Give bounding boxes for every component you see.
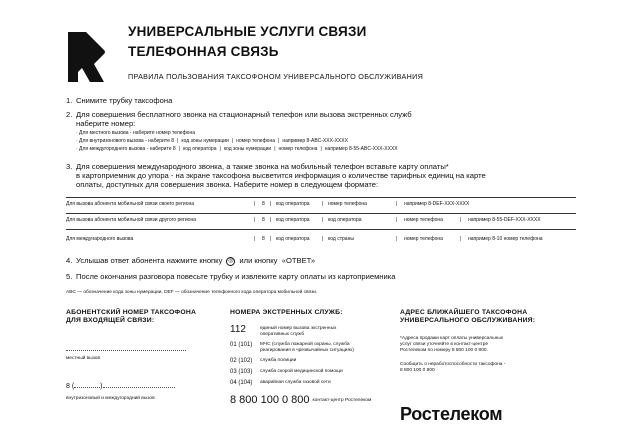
nearest-payphone-title: АДРЕС БЛИЖАЙШЕГО ТАКСОФОНА УНИВЕРСАЛЬНОГО ОБСЛУЖИВАНИЯ: [400, 309, 536, 324]
page-title-secondary: ТЕЛЕФОННАЯ СВЯЗЬ [128, 44, 279, 59]
footnote: ABC — обозначение кода зоны нумерации, DEF — обозначение телефонного кода оператора мобильной связи. [66, 290, 318, 295]
step-4: 4. Услышав ответ абонента нажмите кнопку ◎ или кнопку «ОТВЕТ» [66, 256, 316, 265]
page-title: УНИВЕРСАЛЬНЫЕ УСЛУГИ СВЯЗИ [128, 24, 367, 39]
step-2: 2. Для совершения бесплатного звонка на стационарный телефон или вызова экстренных служб наберите номер: [66, 110, 412, 128]
table-row: Для вызова абонента мобильной связи своего региона | 8 | код оператора | номер телефона | например 8-DEF-XXX-XXXX [66, 201, 470, 207]
emergency-title: НОМЕРА ЭКСТРЕННЫХ СЛУЖБ: [230, 309, 343, 316]
step-5: 5. После окончания разговора повесьте трубку и извлеките карту оплаты из картоприемника [66, 272, 396, 281]
fault-report-info: Сообщить о неработоспособности таксофона - 8 800 100 0 800 [400, 362, 506, 373]
table-row: Для международного вызова | 8 | код оператора | код страны | номер телефона | например 8-10 номер телефона [66, 236, 543, 242]
emergency-item: 04 (104) аварийная служба газовой сети [230, 380, 331, 386]
emergency-main-code: 112 [230, 324, 246, 335]
step-1: 1. Снимите трубку таксофона [66, 96, 173, 105]
table-divider [66, 197, 576, 198]
answer-button-icon: ◎ [228, 257, 234, 264]
step-3: 3. Для совершения международного звонка, а также звонка на мобильный телефон вставьте карту оплаты* в картоприемник до упора - на экране таксофона высветится информация о количестве тарифных единиц на карте оплаты, доступных для совершения звонка. Наберите номер в следующем формате: [66, 162, 486, 189]
brand-wordmark: Ростелеком [400, 404, 503, 424]
page-subtitle: ПРАВИЛА ПОЛЬЗОВАНИЯ ТАКСОФОНОМ УНИВЕРСАЛЬНОГО ОБСЛУЖИВАНИЯ [128, 72, 424, 81]
local-number-line [66, 350, 186, 351]
incoming-number-title: АБОНЕНТСКИЙ НОМЕР ТАКСОФОНА ДЛЯ ВХОДЯЩЕЙ СВЯЗИ: [66, 309, 197, 324]
emergency-item: 02 (102) служба полиции [230, 358, 297, 364]
rostelecom-logo-icon [64, 30, 108, 84]
emergency-item: 01 (101) МЧС (служба пожарной охраны, служба реагирования в чрезвычайных ситуациях) [230, 342, 355, 353]
table-row: Для вызова абонента мобильной связи другого региона | 8 | код оператора | код оператора | номер телефона | например 8-55-DEF-XXX-XXXX [66, 217, 541, 223]
emergency-item: 03 (103) служба скорой медицинской помощи [230, 369, 343, 375]
table-divider [66, 229, 576, 230]
card-sale-info: *Адреса продажи карт оплаты универсальных услуг связи уточняйте в контакт-центре Ростелеком по номеру 8 800 100 0 800. [400, 336, 504, 353]
local-number-label: местный вызов [66, 356, 101, 361]
long-number-prefix: 8 ( ) [66, 384, 175, 390]
table-divider [66, 213, 576, 214]
emergency-main-desc: единый номер вызова экстренных оперативных служб [260, 326, 337, 337]
step2-longdistance: · Для междугороднего вызова - наберите 8 | код оператора | код зоны нумерации | номер телефона | например 8-55-ABC-XXX-XXXX [76, 146, 398, 152]
contact-center: 8 800 100 0 800 контакт-центр Ростелеком [230, 394, 372, 406]
long-number-label: внутризоновый и междугородний вызов [66, 396, 155, 401]
step2-local: · Для местного вызова - наберите номер телефона [76, 130, 196, 136]
step2-intrazone: · Для внутризонового вызова - наберите 8 | код зоны нумерации | номер телефона | например 8-ABC-XXX-XXXX [76, 138, 348, 144]
